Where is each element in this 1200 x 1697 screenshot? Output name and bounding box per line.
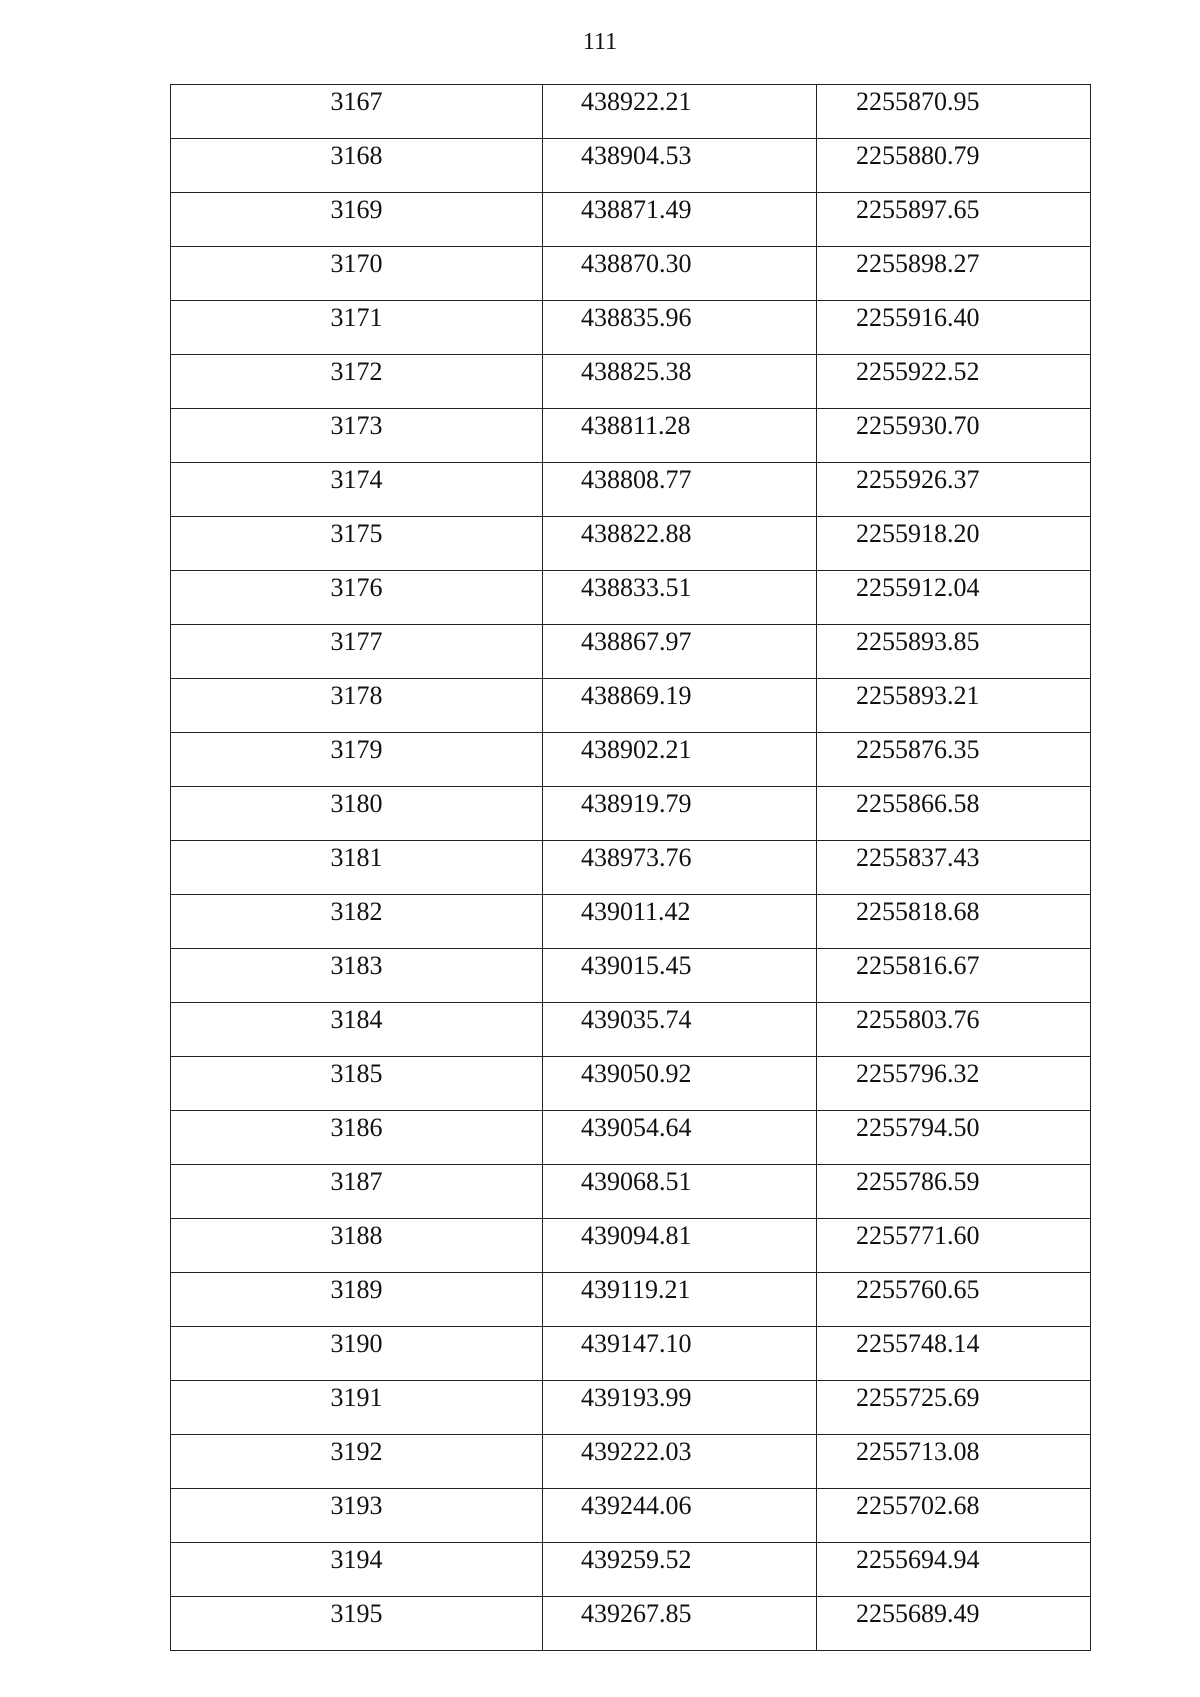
x-coordinate-cell [543, 409, 817, 463]
y-coordinate-cell [817, 139, 1091, 193]
y-coordinate-cell [817, 841, 1091, 895]
x-coordinate-cell [543, 193, 817, 247]
y-coordinate-cell [817, 85, 1091, 139]
y-coordinate-cell [817, 1381, 1091, 1435]
cell-value: 2255880.79 [856, 141, 980, 170]
cell-value: 2255760.65 [856, 1275, 980, 1304]
x-coordinate-cell [543, 679, 817, 733]
y-coordinate-cell [817, 463, 1091, 517]
x-coordinate-cell [543, 571, 817, 625]
y-coordinate-cell [817, 247, 1091, 301]
cell-value: 3190 [330, 1329, 383, 1358]
y-coordinate-cell [817, 787, 1091, 841]
y-coordinate-cell [817, 625, 1091, 679]
point-number-cell [171, 1489, 543, 1543]
cell-value: 438835.96 [581, 303, 692, 332]
cell-value: 2255794.50 [856, 1113, 980, 1142]
y-coordinate-cell [817, 301, 1091, 355]
x-coordinate-cell [543, 625, 817, 679]
cell-value: 3193 [330, 1491, 383, 1520]
cell-value: 438871.49 [581, 195, 692, 224]
cell-value: 2255786.59 [856, 1167, 980, 1196]
cell-value: 2255725.69 [856, 1383, 980, 1412]
cell-value: 2255916.40 [856, 303, 980, 332]
x-coordinate-cell [543, 1165, 817, 1219]
point-number-cell [171, 85, 543, 139]
x-coordinate-cell [543, 949, 817, 1003]
cell-value: 2255689.49 [856, 1599, 980, 1628]
cell-value: 3171 [330, 303, 383, 332]
cell-value: 3168 [330, 141, 383, 170]
x-coordinate-cell [543, 841, 817, 895]
cell-value: 2255912.04 [856, 573, 980, 602]
y-coordinate-cell [817, 1273, 1091, 1327]
table-row [171, 247, 1091, 301]
cell-value: 438811.28 [581, 411, 691, 440]
x-coordinate-cell [543, 139, 817, 193]
cell-value: 3195 [330, 1599, 383, 1628]
x-coordinate-cell [543, 301, 817, 355]
y-coordinate-cell [817, 571, 1091, 625]
cell-value: 439094.81 [581, 1221, 692, 1250]
x-coordinate-cell [543, 787, 817, 841]
point-number-cell [171, 1597, 543, 1651]
cell-value: 2255694.94 [856, 1545, 980, 1574]
point-number-cell [171, 1381, 543, 1435]
x-coordinate-cell [543, 463, 817, 517]
cell-value: 3174 [330, 465, 383, 494]
cell-value: 439147.10 [581, 1329, 692, 1358]
y-coordinate-cell [817, 1543, 1091, 1597]
y-coordinate-cell [817, 409, 1091, 463]
cell-value: 2255796.32 [856, 1059, 980, 1088]
point-number-cell [171, 301, 543, 355]
y-coordinate-cell [817, 1003, 1091, 1057]
cell-value: 439068.51 [581, 1167, 692, 1196]
y-coordinate-cell [817, 1219, 1091, 1273]
cell-value: 2255918.20 [856, 519, 980, 548]
cell-value: 439244.06 [581, 1491, 692, 1520]
x-coordinate-cell [543, 517, 817, 571]
y-coordinate-cell [817, 679, 1091, 733]
x-coordinate-cell [543, 1435, 817, 1489]
table-row [171, 571, 1091, 625]
x-coordinate-cell [543, 1489, 817, 1543]
table-row [171, 1489, 1091, 1543]
point-number-cell [171, 247, 543, 301]
point-number-cell [171, 1543, 543, 1597]
y-coordinate-cell [817, 895, 1091, 949]
y-coordinate-cell [817, 1489, 1091, 1543]
cell-value: 3172 [330, 357, 383, 386]
table-row [171, 1219, 1091, 1273]
cell-value: 2255922.52 [856, 357, 980, 386]
cell-value: 3169 [330, 195, 383, 224]
cell-value: 438902.21 [581, 735, 692, 764]
cell-value: 2255866.58 [856, 789, 980, 818]
cell-value: 3194 [330, 1545, 383, 1574]
cell-value: 3187 [330, 1167, 383, 1196]
cell-value: 439119.21 [581, 1275, 691, 1304]
x-coordinate-cell [543, 1219, 817, 1273]
table-row [171, 1435, 1091, 1489]
cell-value: 3186 [330, 1113, 383, 1142]
cell-value: 439015.45 [581, 951, 692, 980]
cell-value: 2255897.65 [856, 195, 980, 224]
point-number-cell [171, 733, 543, 787]
cell-value: 438922.21 [581, 87, 692, 116]
table-row [171, 139, 1091, 193]
cell-value: 3173 [330, 411, 383, 440]
cell-value: 438904.53 [581, 141, 692, 170]
page-number: 111 [582, 29, 618, 55]
cell-value: 2255876.35 [856, 735, 980, 764]
x-coordinate-cell [543, 247, 817, 301]
cell-value: 3167 [330, 87, 383, 116]
x-coordinate-cell [543, 1597, 817, 1651]
y-coordinate-cell [817, 949, 1091, 1003]
cell-value: 3184 [330, 1005, 383, 1034]
table-row [171, 301, 1091, 355]
point-number-cell [171, 463, 543, 517]
cell-value: 2255926.37 [856, 465, 980, 494]
y-coordinate-cell [817, 193, 1091, 247]
cell-value: 438867.97 [581, 627, 692, 656]
cell-value: 3183 [330, 951, 383, 980]
x-coordinate-cell [543, 895, 817, 949]
coordinates-table [170, 84, 1091, 1651]
coordinates-table-body [171, 85, 1091, 1651]
cell-value: 438870.30 [581, 249, 692, 278]
cell-value: 2255803.76 [856, 1005, 980, 1034]
cell-value: 3189 [330, 1275, 383, 1304]
x-coordinate-cell [543, 1381, 817, 1435]
cell-value: 438919.79 [581, 789, 692, 818]
table-row [171, 1543, 1091, 1597]
cell-value: 439267.85 [581, 1599, 692, 1628]
cell-value: 438833.51 [581, 573, 692, 602]
table-row [171, 463, 1091, 517]
point-number-cell [171, 1003, 543, 1057]
y-coordinate-cell [817, 1165, 1091, 1219]
table-row [171, 85, 1091, 139]
cell-value: 439011.42 [581, 897, 691, 926]
cell-value: 2255702.68 [856, 1491, 980, 1520]
cell-value: 3170 [330, 249, 383, 278]
cell-value: 439050.92 [581, 1059, 692, 1088]
cell-value: 438973.76 [581, 843, 692, 872]
x-coordinate-cell [543, 1273, 817, 1327]
table-row [171, 355, 1091, 409]
cell-value: 439222.03 [581, 1437, 692, 1466]
point-number-cell [171, 1327, 543, 1381]
y-coordinate-cell [817, 1327, 1091, 1381]
cell-value: 3177 [330, 627, 383, 656]
cell-value: 439035.74 [581, 1005, 692, 1034]
point-number-cell [171, 787, 543, 841]
cell-value: 3181 [330, 843, 383, 872]
cell-value: 3188 [330, 1221, 383, 1250]
cell-value: 439193.99 [581, 1383, 692, 1412]
table-row [171, 625, 1091, 679]
cell-value: 2255816.67 [856, 951, 980, 980]
cell-value: 438825.38 [581, 357, 692, 386]
table-row [171, 517, 1091, 571]
cell-value: 3191 [330, 1383, 383, 1412]
cell-value: 3192 [330, 1437, 383, 1466]
cell-value: 438808.77 [581, 465, 692, 494]
table-row [171, 949, 1091, 1003]
y-coordinate-cell [817, 1111, 1091, 1165]
point-number-cell [171, 949, 543, 1003]
point-number-cell [171, 1273, 543, 1327]
point-number-cell [171, 139, 543, 193]
point-number-cell [171, 1111, 543, 1165]
cell-value: 2255748.14 [856, 1329, 980, 1358]
cell-value: 2255898.27 [856, 249, 980, 278]
x-coordinate-cell [543, 355, 817, 409]
cell-value: 2255893.21 [856, 681, 980, 710]
table-row [171, 679, 1091, 733]
y-coordinate-cell [817, 517, 1091, 571]
table-row [171, 1381, 1091, 1435]
y-coordinate-cell [817, 1597, 1091, 1651]
point-number-cell [171, 193, 543, 247]
table-row [171, 1003, 1091, 1057]
cell-value: 3175 [330, 519, 383, 548]
x-coordinate-cell [543, 1003, 817, 1057]
cell-value: 438822.88 [581, 519, 692, 548]
cell-value: 3179 [330, 735, 383, 764]
x-coordinate-cell [543, 1057, 817, 1111]
cell-value: 3178 [330, 681, 383, 710]
x-coordinate-cell [543, 1327, 817, 1381]
y-coordinate-cell [817, 1435, 1091, 1489]
x-coordinate-cell [543, 85, 817, 139]
cell-value: 2255893.85 [856, 627, 980, 656]
cell-value: 3176 [330, 573, 383, 602]
cell-value: 2255713.08 [856, 1437, 980, 1466]
table-row [171, 841, 1091, 895]
cell-value: 3182 [330, 897, 383, 926]
cell-value: 438869.19 [581, 681, 692, 710]
point-number-cell [171, 625, 543, 679]
point-number-cell [171, 517, 543, 571]
cell-value: 2255837.43 [856, 843, 980, 872]
point-number-cell [171, 571, 543, 625]
point-number-cell [171, 895, 543, 949]
x-coordinate-cell [543, 1111, 817, 1165]
table-row [171, 1057, 1091, 1111]
x-coordinate-cell [543, 1543, 817, 1597]
table-row [171, 895, 1091, 949]
point-number-cell [171, 1057, 543, 1111]
x-coordinate-cell [543, 733, 817, 787]
point-number-cell [171, 409, 543, 463]
y-coordinate-cell [817, 733, 1091, 787]
table-row [171, 409, 1091, 463]
table-row [171, 733, 1091, 787]
table-row [171, 787, 1091, 841]
y-coordinate-cell [817, 1057, 1091, 1111]
cell-value: 2255771.60 [856, 1221, 980, 1250]
cell-value: 2255818.68 [856, 897, 980, 926]
table-row [171, 1273, 1091, 1327]
cell-value: 2255870.95 [856, 87, 980, 116]
point-number-cell [171, 1165, 543, 1219]
table-row [171, 1597, 1091, 1651]
point-number-cell [171, 841, 543, 895]
cell-value: 3180 [330, 789, 383, 818]
cell-value: 439054.64 [581, 1113, 692, 1142]
point-number-cell [171, 355, 543, 409]
table-row [171, 1111, 1091, 1165]
cell-value: 2255930.70 [856, 411, 980, 440]
point-number-cell [171, 1435, 543, 1489]
cell-value: 3185 [330, 1059, 383, 1088]
table-row [171, 193, 1091, 247]
y-coordinate-cell [817, 355, 1091, 409]
point-number-cell [171, 679, 543, 733]
table-row [171, 1327, 1091, 1381]
table-row [171, 1165, 1091, 1219]
point-number-cell [171, 1219, 543, 1273]
cell-value: 439259.52 [581, 1545, 692, 1574]
